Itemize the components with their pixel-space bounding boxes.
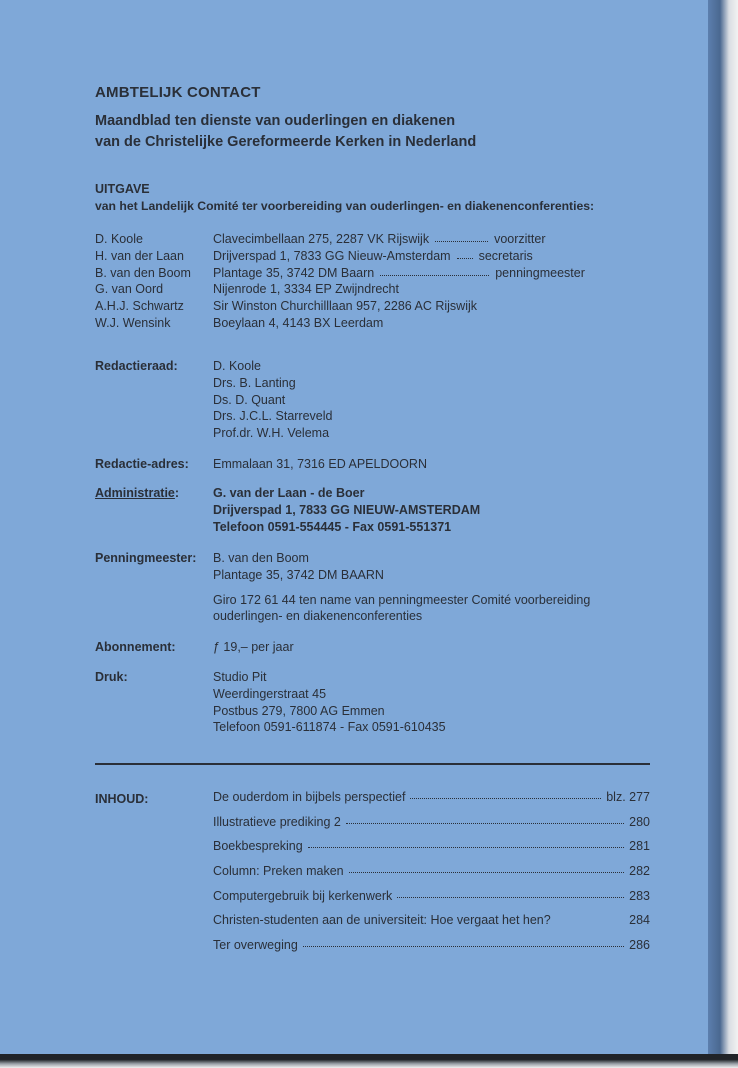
toc-entry-page: 282	[629, 864, 650, 879]
committee-row	[95, 298, 585, 315]
member-address: Drijverspad 1, 7833 GG Nieuw-Amsterdam	[213, 248, 451, 263]
editor-name: D. Koole	[213, 359, 261, 373]
editor-name: Drs. B. Lanting	[213, 375, 296, 390]
committee-row	[95, 248, 585, 265]
penningmeester-value	[213, 550, 653, 625]
toc-entry-title: De ouderdom in bijbels perspectief	[213, 790, 406, 804]
toc-entry	[213, 815, 650, 840]
administratie-label	[95, 485, 213, 535]
redactieraad-members	[213, 358, 653, 442]
dot-leader	[380, 265, 489, 276]
member-address: Boeylaan 4, 4143 BX Leerdam	[213, 315, 384, 330]
editor-name: Ds. D. Quant	[213, 392, 286, 407]
dot-leader	[410, 797, 601, 799]
penningmeester-line: B. van den Boom	[213, 551, 309, 565]
dot-leader	[346, 822, 624, 824]
abonnement-label: Abonnement:	[95, 640, 176, 654]
uitgave-subheading: van het Landelijk Comité ter voorbereiding van ouderlingen- en diakenenconferenties:	[95, 199, 595, 213]
toc-entry-title: Christen-studenten aan de universiteit: Hoe vergaat het hen?	[213, 913, 551, 928]
druk-line: Telefoon 0591-611874 - Fax 0591-610435	[213, 720, 446, 735]
dot-leader	[435, 231, 488, 242]
dot-leader	[303, 945, 624, 947]
giro-line: ouderlingen- en diakenenconferenties	[213, 609, 423, 624]
giro-line: Giro 172 61 44 ten name van penningmeester Comité voorbereiding	[213, 592, 591, 607]
druk-value	[213, 669, 653, 736]
administratie-line: Telefoon 0591-554445 - Fax 0591-551371	[213, 519, 452, 534]
penningmeester-line: Plantage 35, 3742 DM BAARN	[213, 567, 384, 582]
committee-list	[95, 231, 585, 332]
toc-entry-page: blz. 277	[606, 790, 650, 804]
dot-leader	[397, 896, 624, 898]
member-role: penningmeester	[495, 265, 585, 280]
druk-label: Druk:	[95, 670, 128, 684]
redactie-adres-section	[95, 456, 653, 473]
editor-name: Prof.dr. W.H. Velema	[213, 426, 330, 441]
administratie-section	[95, 485, 653, 535]
toc-entry-page: 284	[629, 913, 650, 928]
editor-name: Drs. J.C.L. Starreveld	[213, 409, 333, 424]
committee-row	[95, 265, 585, 282]
toc-entry	[213, 790, 650, 815]
abonnement-value: ƒ 19,– per jaar	[213, 640, 294, 654]
member-address: Sir Winston Churchilllaan 957, 2286 AC Rijswijk	[213, 299, 478, 314]
table-of-contents	[213, 790, 650, 963]
member-name: G. van Oord	[95, 282, 164, 297]
member-address: Clavecimbellaan 275, 2287 VK Rijswijk	[213, 232, 430, 246]
dot-leader	[349, 871, 625, 873]
member-address: Plantage 35, 3742 DM Baarn	[213, 265, 375, 280]
redactie-adres-label: Redactie-adres:	[95, 457, 189, 471]
toc-entry-page: 281	[629, 839, 650, 854]
druk-section	[95, 669, 653, 736]
scan-edge-right	[708, 0, 738, 1068]
toc-entry	[213, 864, 650, 889]
member-role: secretaris	[478, 248, 533, 263]
toc-entry-title: Ter overweging	[213, 938, 298, 953]
administratie-line: G. van der Laan - de Boer	[213, 486, 365, 500]
redactie-adres-value: Emmalaan 31, 7316 ED APELDOORN	[213, 457, 427, 471]
abonnement-section	[95, 639, 653, 656]
toc-entry	[213, 938, 650, 963]
magazine-subtitle	[95, 111, 655, 153]
scan-edge-bottom	[0, 1054, 738, 1068]
toc-entry-title: Illustratieve prediking 2	[213, 814, 341, 829]
uitgave-heading: UITGAVE	[95, 182, 150, 196]
druk-line: Weerdingerstraat 45	[213, 686, 327, 701]
subtitle-line: Maandblad ten dienste van ouderlingen en diakenen	[95, 113, 456, 129]
committee-row	[95, 315, 585, 332]
inhoud-label: INHOUD:	[95, 792, 149, 806]
toc-entry	[213, 839, 650, 864]
druk-line: Postbus 279, 7800 AG Emmen	[213, 703, 385, 718]
committee-row	[95, 231, 585, 248]
magazine-title: AMBTELIJK CONTACT	[95, 84, 261, 101]
toc-entry-page: 286	[629, 938, 650, 953]
redactieraad-section	[95, 358, 653, 442]
dot-leader	[457, 248, 473, 259]
member-name: H. van der Laan	[95, 248, 184, 263]
penningmeester-section	[95, 550, 653, 625]
subtitle-line: van de Christelijke Gereformeerde Kerken in Nederland	[95, 134, 477, 150]
redactieraad-label: Redactieraad:	[95, 359, 178, 373]
member-name: W.J. Wensink	[95, 315, 171, 330]
member-name: D. Koole	[95, 232, 143, 246]
toc-entry-page: 283	[629, 888, 650, 903]
divider-rule	[95, 763, 650, 765]
administratie-label-colon: :	[174, 486, 180, 500]
dot-leader	[308, 846, 624, 848]
member-name: B. van den Boom	[95, 265, 191, 280]
committee-row	[95, 281, 585, 298]
administratie-value	[213, 485, 653, 535]
toc-entry-title: Column: Preken maken	[213, 864, 344, 879]
toc-entry-title: Computergebruik bij kerkenwerk	[213, 888, 393, 903]
druk-line: Studio Pit	[213, 670, 267, 684]
toc-entry	[213, 889, 650, 914]
spacer	[213, 584, 653, 592]
administratie-line: Drijverspad 1, 7833 GG NIEUW-AMSTERDAM	[213, 502, 481, 517]
member-role: voorzitter	[494, 232, 546, 246]
toc-entry-title: Boekbespreking	[213, 839, 303, 854]
member-address: Nijenrode 1, 3334 EP Zwijndrecht	[213, 282, 399, 297]
administratie-label-text: Administratie	[95, 486, 175, 500]
penningmeester-label: Penningmeester:	[95, 551, 197, 565]
member-name: A.H.J. Schwartz	[95, 299, 184, 314]
toc-entry	[213, 913, 650, 938]
toc-entry-page: 280	[629, 814, 650, 829]
